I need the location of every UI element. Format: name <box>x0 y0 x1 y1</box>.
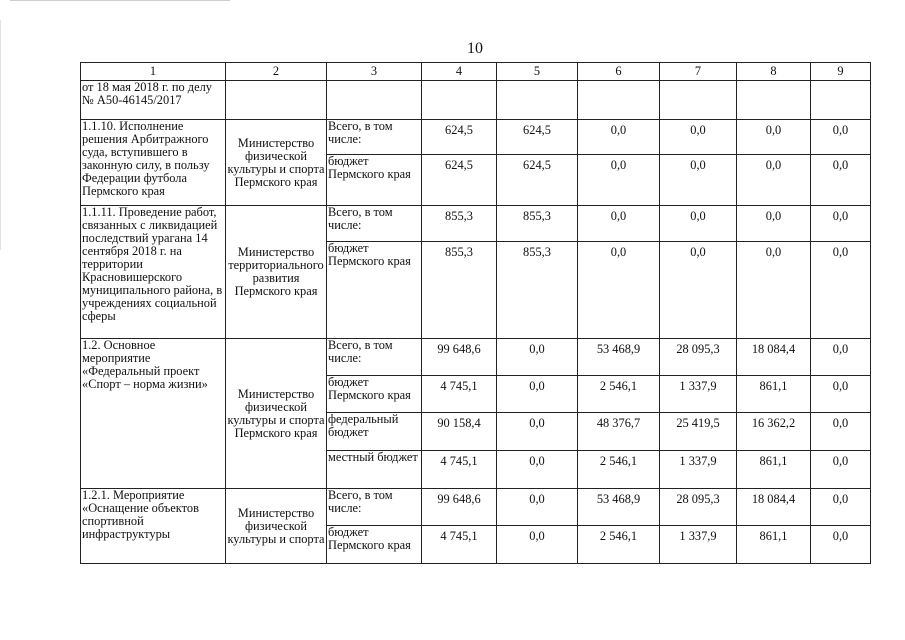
value-cell: 0,0 <box>811 339 871 376</box>
value-cell: 53 468,9 <box>578 339 660 376</box>
funding-source: Всего, в том числе: <box>327 489 422 526</box>
column-header: 6 <box>578 63 660 81</box>
value-cell: 0,0 <box>578 242 660 339</box>
value-cell: 25 419,5 <box>660 413 737 451</box>
table-cell <box>660 81 737 120</box>
table-cell <box>422 81 497 120</box>
funding-source: Всего, в том числе: <box>327 339 422 376</box>
value-cell: 0,0 <box>660 155 737 206</box>
page-number: 10 <box>467 40 483 57</box>
table-cell <box>327 81 422 120</box>
value-cell: 855,3 <box>422 242 497 339</box>
value-cell: 16 362,2 <box>737 413 811 451</box>
value-cell: 1 337,9 <box>660 526 737 564</box>
value-cell: 28 095,3 <box>660 489 737 526</box>
value-cell: 0,0 <box>811 526 871 564</box>
column-header: 7 <box>660 63 737 81</box>
table-row <box>81 81 871 120</box>
value-cell: 0,0 <box>811 242 871 339</box>
value-cell: 1 337,9 <box>660 376 737 413</box>
column-header: 1 <box>81 63 226 81</box>
value-cell: 99 648,6 <box>422 339 497 376</box>
scan-edge-top <box>10 0 230 1</box>
executor: Министерство территориального развития Пермского края <box>226 206 327 339</box>
table-row <box>81 339 871 376</box>
value-cell: 0,0 <box>497 489 578 526</box>
funding-source: бюджет Пермского края <box>327 526 422 564</box>
value-cell: 28 095,3 <box>660 339 737 376</box>
column-header: 8 <box>737 63 811 81</box>
value-cell: 0,0 <box>737 120 811 155</box>
value-cell: 855,3 <box>422 206 497 242</box>
value-cell: 0,0 <box>737 242 811 339</box>
table-row <box>81 206 871 242</box>
activity-name: 1.2. Основное мероприятие «Федеральный проект «Спорт – норма жизни» <box>81 339 226 489</box>
value-cell: 0,0 <box>497 451 578 489</box>
value-cell: 0,0 <box>497 413 578 451</box>
funding-source: федеральный бюджет <box>327 413 422 451</box>
column-header: 4 <box>422 63 497 81</box>
funding-source: бюджет Пермского края <box>327 155 422 206</box>
table-row <box>81 489 871 526</box>
value-cell: 53 468,9 <box>578 489 660 526</box>
executor: Министерство физической культуры и спорта Пермского края <box>226 120 327 206</box>
value-cell: 2 546,1 <box>578 451 660 489</box>
column-header: 2 <box>226 63 327 81</box>
funding-source: местный бюджет <box>327 451 422 489</box>
value-cell: 0,0 <box>811 155 871 206</box>
funding-source: бюджет Пермского края <box>327 242 422 339</box>
value-cell: 0,0 <box>811 206 871 242</box>
executor: Министерство физической культуры и спорта Пермского края <box>226 339 327 489</box>
value-cell: 0,0 <box>811 413 871 451</box>
value-cell: 0,0 <box>737 155 811 206</box>
value-cell: 855,3 <box>497 206 578 242</box>
value-cell: 0,0 <box>660 120 737 155</box>
value-cell: 624,5 <box>497 120 578 155</box>
table-cell <box>578 81 660 120</box>
column-header: 3 <box>327 63 422 81</box>
table-cell <box>497 81 578 120</box>
value-cell: 4 745,1 <box>422 451 497 489</box>
value-cell: 4 745,1 <box>422 526 497 564</box>
table-cell <box>737 81 811 120</box>
value-cell: 48 376,7 <box>578 413 660 451</box>
value-cell: 0,0 <box>578 120 660 155</box>
value-cell: 624,5 <box>497 155 578 206</box>
table-cell <box>811 81 871 120</box>
value-cell: 861,1 <box>737 526 811 564</box>
value-cell: 18 084,4 <box>737 489 811 526</box>
value-cell: 18 084,4 <box>737 339 811 376</box>
funding-source: Всего, в том числе: <box>327 120 422 155</box>
value-cell: 0,0 <box>497 376 578 413</box>
value-cell: 99 648,6 <box>422 489 497 526</box>
value-cell: 0,0 <box>811 376 871 413</box>
value-cell: 1 337,9 <box>660 451 737 489</box>
table-cell <box>226 81 327 120</box>
value-cell: 861,1 <box>737 451 811 489</box>
executor: Министерство физической культуры и спорта <box>226 489 327 564</box>
funding-source: Всего, в том числе: <box>327 206 422 242</box>
value-cell: 90 158,4 <box>422 413 497 451</box>
table-row <box>81 120 871 155</box>
value-cell: 624,5 <box>422 155 497 206</box>
activity-name: 1.2.1. Мероприятие «Оснащение объектов спортивной инфраструктуры <box>81 489 226 564</box>
value-cell: 0,0 <box>497 526 578 564</box>
activity-name: от 18 мая 2018 г. по делу № А50-46145/2017 <box>81 81 226 120</box>
activity-name: 1.1.11. Проведение работ, связанных с ликвидацией последствий урагана 14 сентября 2018 г. на территории Красновишерского муниципального района, в учреждениях социальной сферы <box>81 206 226 339</box>
activity-name: 1.1.10. Исполнение решения Арбитражного суда, вступившего в законную силу, в пользу Федерации футбола Пермского края <box>81 120 226 206</box>
value-cell: 0,0 <box>811 451 871 489</box>
value-cell: 0,0 <box>737 206 811 242</box>
header-row <box>81 63 871 81</box>
value-cell: 2 546,1 <box>578 376 660 413</box>
value-cell: 0,0 <box>811 120 871 155</box>
value-cell: 0,0 <box>497 339 578 376</box>
value-cell: 624,5 <box>422 120 497 155</box>
column-header: 5 <box>497 63 578 81</box>
value-cell: 0,0 <box>660 206 737 242</box>
value-cell: 2 546,1 <box>578 526 660 564</box>
budget-table <box>80 62 871 564</box>
value-cell: 4 745,1 <box>422 376 497 413</box>
value-cell: 0,0 <box>811 489 871 526</box>
value-cell: 0,0 <box>578 206 660 242</box>
value-cell: 0,0 <box>660 242 737 339</box>
value-cell: 855,3 <box>497 242 578 339</box>
funding-source: бюджет Пермского края <box>327 376 422 413</box>
value-cell: 861,1 <box>737 376 811 413</box>
column-header: 9 <box>811 63 871 81</box>
value-cell: 0,0 <box>578 155 660 206</box>
